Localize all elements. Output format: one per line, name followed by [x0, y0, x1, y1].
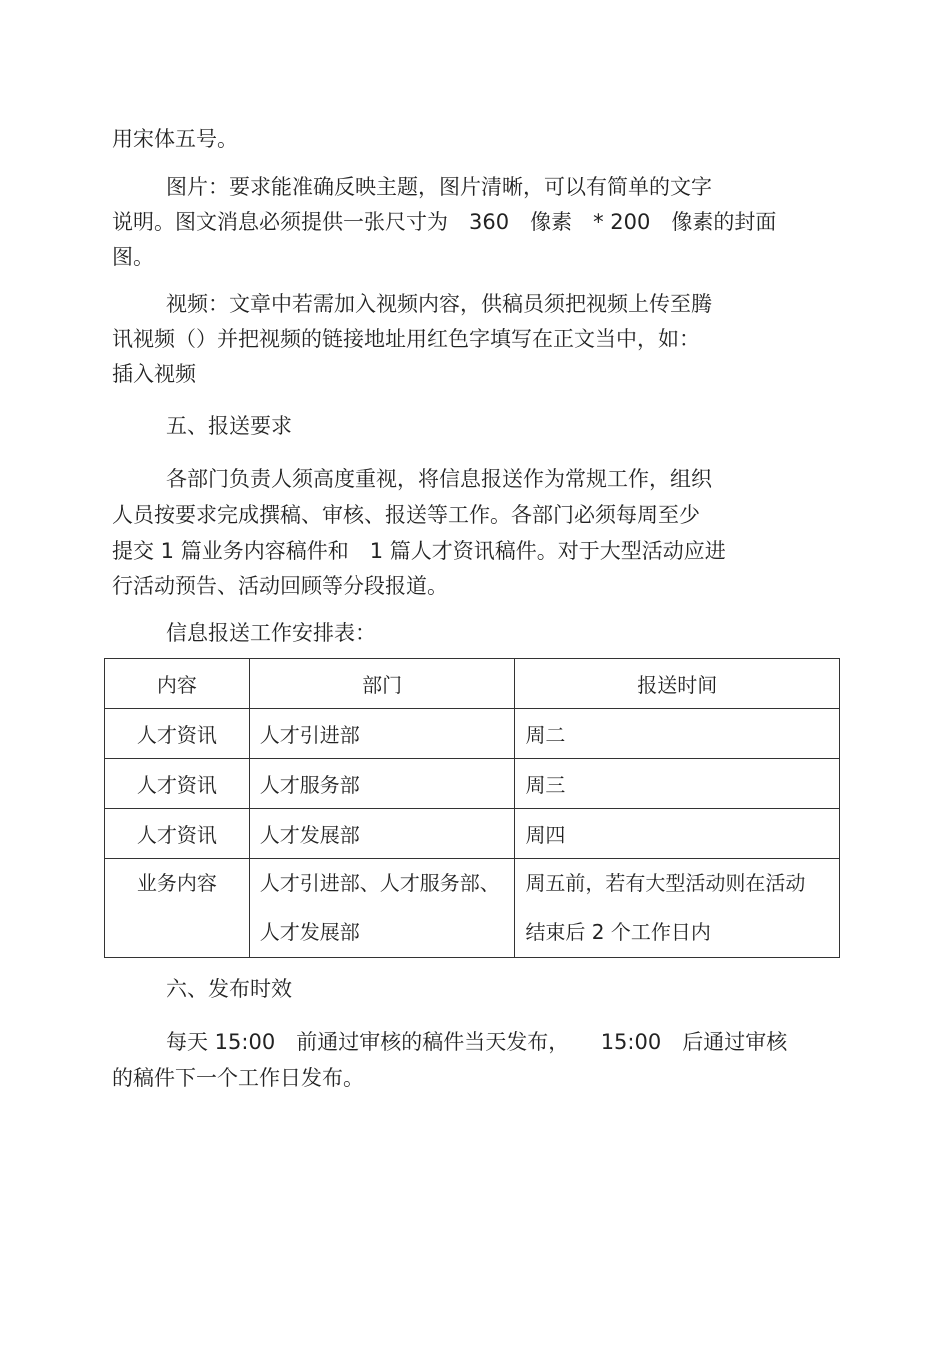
video-requirement-line-2: 讯视频（）并把视频的链接地址用红色字填写在正文当中，如：: [112, 327, 700, 351]
cell-department: 人才发展部: [249, 809, 515, 859]
header-content: 内容: [105, 659, 250, 709]
table-header-row: [105, 659, 840, 709]
video-requirement-line-1: 视频：文章中若需加入视频内容，供稿员须把视频上传至腾: [166, 292, 712, 316]
cell-time-line-2: 结束后 2 个工作日内: [525, 920, 711, 944]
submission-schedule-table: [104, 658, 840, 958]
cell-time: 周三: [515, 759, 840, 809]
video-requirement-line-3: 插入视频: [112, 362, 196, 386]
section-5-heading: 五、报送要求: [166, 414, 292, 438]
cell-department: 人才服务部: [249, 759, 515, 809]
publish-timing-line-1: 每天 15:00 前通过审核的稿件当天发布， 15:00 后通过审核: [166, 1030, 788, 1054]
table-caption: 信息报送工作安排表：: [166, 621, 376, 645]
submission-requirement-line-1: 各部门负责人须高度重视，将信息报送作为常规工作，组织: [166, 467, 712, 491]
cell-department: 人才引进部: [249, 709, 515, 759]
cell-department: [249, 859, 515, 958]
table-row: [105, 859, 840, 958]
header-department: 部门: [249, 659, 515, 709]
table-row: [105, 809, 840, 859]
cell-content: 人才资讯: [105, 759, 250, 809]
cell-time-line-1: 周五前，若有大型活动则在活动: [525, 871, 806, 895]
font-requirement-line: 用宋体五号。: [112, 127, 238, 151]
cell-department-line-2: 人才发展部: [259, 920, 360, 944]
section-6-heading: 六、发布时效: [166, 977, 292, 1001]
table-row: [105, 709, 840, 759]
image-requirement-line-1: 图片：要求能准确反映主题，图片清晰，可以有简单的文字: [166, 175, 712, 199]
header-submission-time: 报送时间: [515, 659, 840, 709]
cell-time: 周四: [515, 809, 840, 859]
cell-time: [515, 859, 840, 958]
image-requirement-line-3: 图。: [112, 245, 154, 269]
table-row: [105, 759, 840, 809]
cell-content: 业务内容: [105, 859, 250, 958]
submission-requirement-line-2: 人员按要求完成撰稿、审核、报送等工作。各部门必须每周至少: [112, 503, 700, 527]
cell-time: 周二: [515, 709, 840, 759]
submission-requirement-line-4: 行活动预告、活动回顾等分段报道。: [112, 574, 448, 598]
cell-content: 人才资讯: [105, 709, 250, 759]
submission-requirement-line-3: 提交 1 篇业务内容稿件和 1 篇人才资讯稿件。对于大型活动应进: [112, 539, 726, 563]
cell-department-line-1: 人才引进部、人才服务部、: [259, 871, 500, 895]
publish-timing-line-2: 的稿件下一个工作日发布。: [112, 1066, 364, 1090]
image-requirement-line-2: 说明。图文消息必须提供一张尺寸为 360 像素 * 200 像素的封面: [112, 210, 777, 234]
cell-content: 人才资讯: [105, 809, 250, 859]
